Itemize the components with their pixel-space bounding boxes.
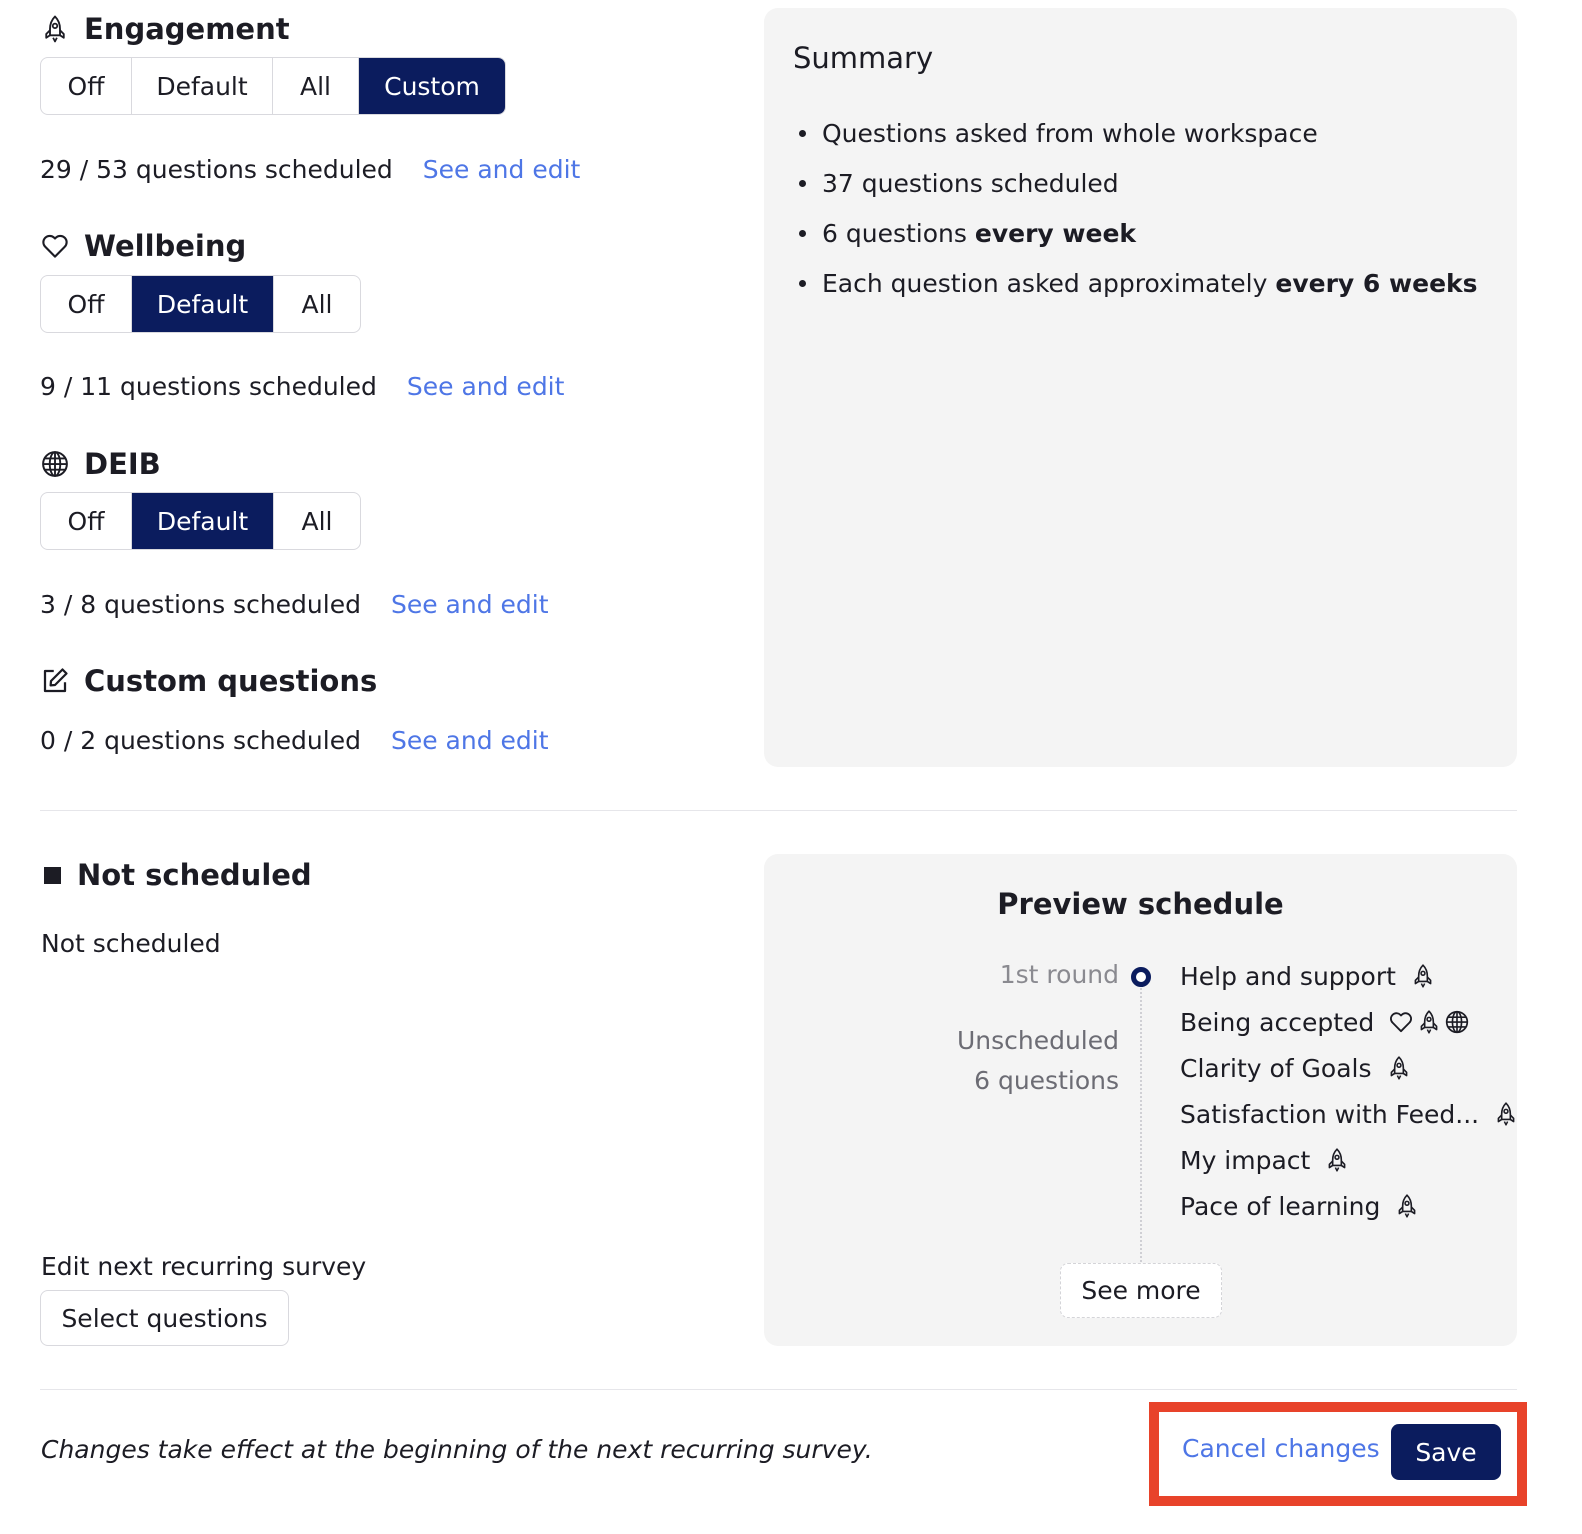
square-icon [44, 867, 61, 884]
edit-next-survey-label: Edit next recurring survey [41, 1252, 367, 1281]
engagement-scheduled-count: 29 / 53 questions scheduled [40, 154, 393, 184]
list-item: Help and support [1180, 953, 1519, 999]
wellbeing-option-default[interactable]: Default [132, 276, 274, 332]
wellbeing-heading [40, 229, 246, 263]
wellbeing-option-all[interactable]: All [301, 289, 333, 319]
wellbeing-see-and-edit-link[interactable]: See and edit [406, 371, 565, 401]
summary-item: 37 questions scheduled [799, 158, 1478, 208]
rocket-icon [1394, 1193, 1420, 1219]
engagement-option-all[interactable]: All [273, 58, 359, 114]
rocket-icon [1386, 1055, 1412, 1081]
timeline-dot [1131, 967, 1151, 987]
rocket-icon [1416, 1009, 1442, 1035]
list-item: Clarity of Goals [1180, 1045, 1519, 1091]
section-divider [40, 810, 1517, 811]
summary-item: Each question asked approximately every 6 weeks [799, 258, 1478, 308]
timeline-line [1140, 985, 1142, 1265]
deib-heading [40, 447, 161, 481]
custom-questions-title: Custom questions [84, 664, 378, 698]
deib-see-and-edit-link[interactable]: See and edit [390, 589, 549, 619]
deib-option-off[interactable]: Off [41, 493, 132, 549]
deib-scheduled-count: 3 / 8 questions scheduled [40, 589, 361, 619]
custom-see-and-edit-link[interactable]: See and edit [390, 725, 549, 755]
wellbeing-segmented-control [40, 275, 361, 333]
engagement-segmented-control [40, 57, 506, 115]
heart-icon [1388, 1009, 1414, 1035]
unscheduled-count: 6 questions [974, 1066, 1119, 1095]
wellbeing-option-off[interactable]: Off [41, 276, 132, 332]
rocket-icon [40, 14, 70, 44]
deib-option-default[interactable]: Default [132, 493, 274, 549]
wellbeing-scheduled-count: 9 / 11 questions scheduled [40, 371, 377, 401]
unscheduled-label: Unscheduled [956, 1026, 1119, 1055]
preview-schedule-title: Preview schedule [997, 887, 1284, 921]
not-scheduled-title: Not scheduled [77, 858, 312, 892]
engagement-count-row [40, 150, 580, 188]
not-scheduled-heading [44, 858, 312, 892]
list-item: Satisfaction with Feed... [1180, 1091, 1519, 1137]
list-item: My impact [1180, 1137, 1519, 1183]
summary-title: Summary [793, 41, 934, 75]
engagement-see-and-edit-link[interactable]: See and edit [422, 154, 581, 184]
deib-title: DEIB [84, 447, 161, 481]
rocket-icon [1493, 1101, 1519, 1127]
deib-option-all[interactable]: All [301, 506, 333, 536]
list-item: Being accepted [1180, 999, 1519, 1045]
summary-list [799, 108, 1478, 308]
preview-schedule-card [764, 854, 1517, 1346]
not-scheduled-text: Not scheduled [41, 929, 221, 958]
wellbeing-title: Wellbeing [84, 229, 247, 263]
see-more-button[interactable]: See more [1060, 1263, 1222, 1318]
edit-icon [40, 666, 70, 696]
engagement-title: Engagement [84, 12, 290, 46]
save-button[interactable]: Save [1391, 1424, 1501, 1480]
engagement-option-default[interactable]: Default [132, 58, 273, 114]
cancel-changes-link[interactable]: Cancel changes [1182, 1434, 1380, 1463]
engagement-heading [40, 12, 290, 46]
deib-segmented-control [40, 492, 361, 550]
custom-scheduled-count: 0 / 2 questions scheduled [40, 725, 361, 755]
engagement-option-off[interactable]: Off [41, 58, 132, 114]
rocket-icon [1324, 1147, 1350, 1173]
deib-count-row [40, 585, 549, 623]
summary-item: 6 questions every week [799, 208, 1478, 258]
globe-icon [1444, 1009, 1470, 1035]
wellbeing-count-row [40, 367, 564, 405]
preview-question-list [1180, 953, 1519, 1229]
round-label: 1st round [999, 960, 1119, 989]
footer-note: Changes take effect at the beginning of the next recurring survey. [41, 1435, 873, 1464]
custom-count-row [40, 721, 549, 759]
rocket-icon [1410, 963, 1436, 989]
unscheduled-info [914, 1021, 1119, 1101]
heart-icon [40, 231, 70, 261]
list-item: Pace of learning [1180, 1183, 1519, 1229]
select-questions-button[interactable]: Select questions [40, 1290, 289, 1346]
globe-icon [40, 449, 70, 479]
footer-divider [40, 1389, 1517, 1390]
engagement-option-custom[interactable]: Custom [359, 58, 505, 114]
summary-card [764, 8, 1517, 767]
summary-item: Questions asked from whole workspace [799, 108, 1478, 158]
custom-questions-heading [40, 664, 377, 698]
